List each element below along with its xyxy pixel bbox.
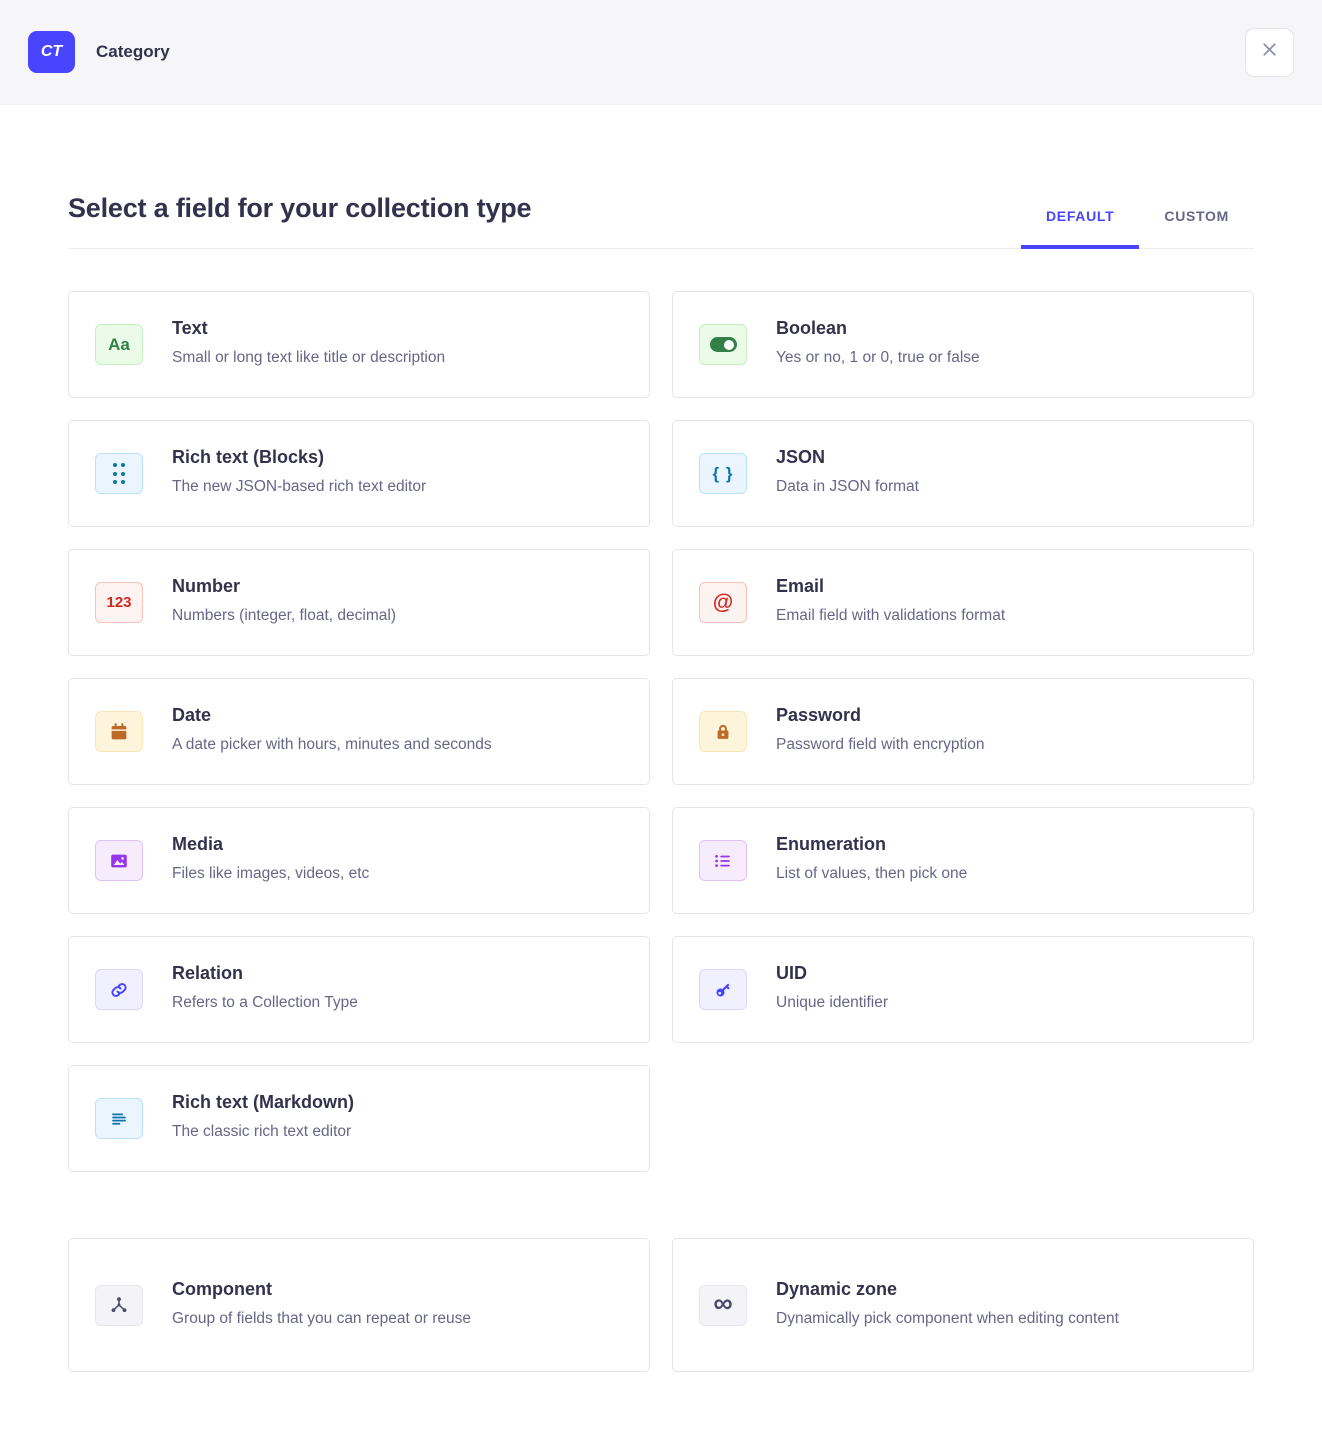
at-sign-icon: @ xyxy=(699,582,747,623)
paragraph-lines-icon xyxy=(95,1098,143,1139)
tab-bar xyxy=(1021,202,1254,248)
field-title: Rich text (Blocks) xyxy=(172,447,325,468)
key-icon xyxy=(699,969,747,1010)
field-card-text[interactable] xyxy=(68,291,650,398)
field-description: Dynamically pick component when editing content xyxy=(776,1309,1119,1327)
field-title: UID xyxy=(776,963,807,984)
field-title: Rich text (Markdown) xyxy=(172,1092,355,1113)
field-card-media[interactable] xyxy=(68,807,650,914)
field-card-boolean[interactable] xyxy=(672,291,1254,398)
field-card-uid[interactable] xyxy=(672,936,1254,1043)
field-title: Text xyxy=(172,318,208,339)
page-title: Select a field for your collection type xyxy=(68,193,532,223)
field-card-date[interactable] xyxy=(68,678,650,785)
field-grid xyxy=(68,291,1254,1172)
field-title: Email xyxy=(776,576,825,597)
image-icon xyxy=(95,840,143,881)
field-card-richtext-blocks[interactable] xyxy=(68,420,650,527)
field-title: Enumeration xyxy=(776,834,887,855)
field-description: Numbers (integer, float, decimal) xyxy=(172,607,396,625)
field-description: Email field with validations format xyxy=(776,607,1006,625)
field-description: Yes or no, 1 or 0, true or false xyxy=(776,349,980,367)
field-title: JSON xyxy=(776,447,826,468)
field-title: Dynamic zone xyxy=(776,1278,898,1299)
field-description: Small or long text like title or description xyxy=(172,349,446,367)
blocks-dots-icon xyxy=(95,453,143,494)
toggle-on-icon xyxy=(699,324,747,365)
content-type-badge: CT xyxy=(28,31,75,73)
field-title: Date xyxy=(172,705,212,726)
field-card-dynamic-zone[interactable] xyxy=(672,1238,1254,1372)
field-title: Component xyxy=(172,1278,272,1299)
field-card-password[interactable] xyxy=(672,678,1254,785)
tab-custom[interactable]: CUSTOM xyxy=(1164,208,1229,224)
field-title: Password xyxy=(776,705,862,726)
infinity-icon: ∞ xyxy=(699,1285,747,1326)
close-icon xyxy=(1259,39,1280,65)
titlebar xyxy=(68,193,1254,249)
field-description: A date picker with hours, minutes and seconds xyxy=(172,736,492,754)
field-description: Data in JSON format xyxy=(776,478,919,496)
field-description: Unique identifier xyxy=(776,994,889,1012)
field-description: List of values, then pick one xyxy=(776,865,968,883)
field-title: Media xyxy=(172,834,224,855)
field-card-enumeration[interactable] xyxy=(672,807,1254,914)
link-icon xyxy=(95,969,143,1010)
field-description: Group of fields that you can repeat or reuse xyxy=(172,1309,471,1327)
modal-body xyxy=(0,193,1322,1372)
field-title: Relation xyxy=(172,963,244,984)
field-description: The classic rich text editor xyxy=(172,1123,352,1141)
advanced-field-grid xyxy=(68,1238,1254,1372)
field-description: Password field with encryption xyxy=(776,736,985,754)
bullet-list-icon xyxy=(699,840,747,881)
field-description: The new JSON-based rich text editor xyxy=(172,478,427,496)
content-type-name: Category xyxy=(96,42,170,61)
calendar-icon xyxy=(95,711,143,752)
field-title: Boolean xyxy=(776,318,848,339)
share-nodes-icon xyxy=(95,1285,143,1326)
modal-header xyxy=(0,0,1322,105)
field-card-number[interactable] xyxy=(68,549,650,656)
field-card-relation[interactable] xyxy=(68,936,650,1043)
numbers-123-icon: 123 xyxy=(95,582,143,623)
field-card-richtext-markdown[interactable] xyxy=(68,1065,650,1172)
field-description: Refers to a Collection Type xyxy=(172,994,358,1012)
field-title: Number xyxy=(172,576,241,597)
close-button[interactable] xyxy=(1245,28,1294,77)
lock-icon xyxy=(699,711,747,752)
aa-text-icon: Aa xyxy=(95,324,143,365)
field-card-email[interactable] xyxy=(672,549,1254,656)
field-card-json[interactable] xyxy=(672,420,1254,527)
curly-braces-icon: { } xyxy=(699,453,747,494)
tab-default[interactable]: DEFAULT xyxy=(1021,202,1139,249)
field-description: Files like images, videos, etc xyxy=(172,865,370,883)
field-card-component[interactable] xyxy=(68,1238,650,1372)
